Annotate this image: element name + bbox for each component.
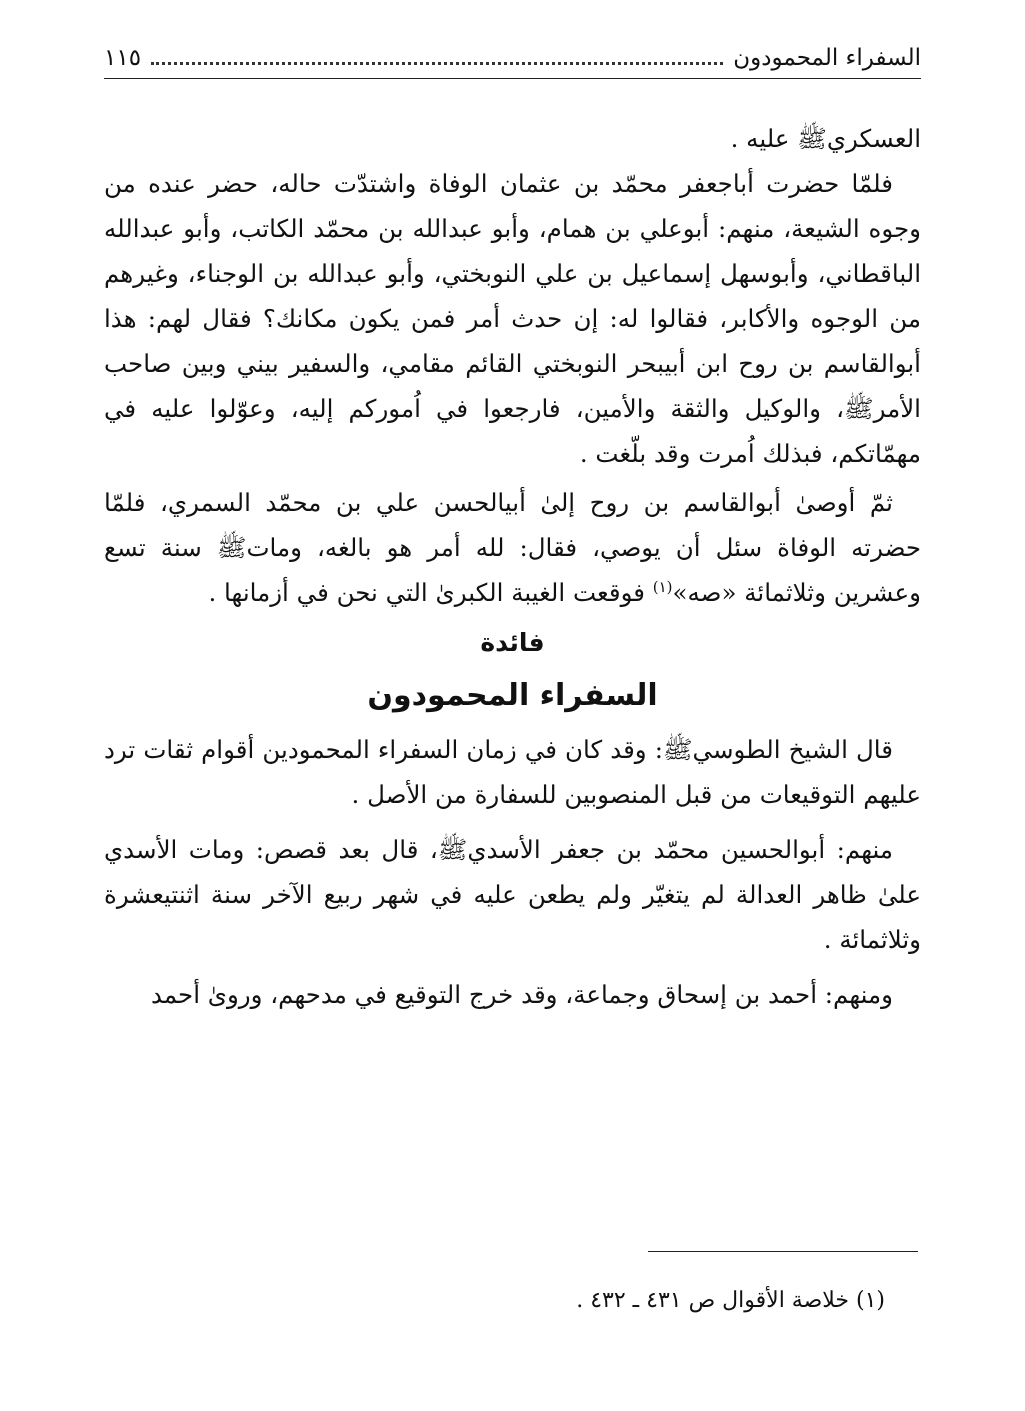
section-title: السفراء المحمودون — [367, 678, 658, 713]
page-body — [104, 116, 921, 1017]
page-number: ١١٥ — [104, 45, 142, 71]
paragraph-death-of-muhammad-ibn-uthman: فلمّا حضرت أباجعفر محمّد بن عثمان الوفاة واشتدّت حاله، حضر عنده من وجوه الشيعة، منهم: أبوعلي بن همام، وأبو عبدالله بن محمّد الكاتب، وأبو عبدالله الباقطاني، وأبوسهل إسماعيل بن علي النوبختي، وأبو عبدالله بن الوجناء، وغيرهم من الوجوه والأكابر، فقالوا له: إن حدث أمر فمن يكون مكانك؟ فقال لهم: هذا أبوالقاسم بن روح ابن أبيبحر النوبختي القائم مقامي، والسفير بيني وبين صاحب الأمرﷺ، والوكيل والثقة والأمين، فارجعوا في اُموركم إليه، وعوّلوا عليه في مهمّاتكم، فبذلك اُمرت وقد بلّغت . — [104, 169, 921, 468]
paragraph-ahmad-ibn-ishaq: ومنهم: أحمد بن إسحاق وجماعة، وقد خرج التوقيع في مدحهم، وروىٰ أحمد — [151, 980, 893, 1009]
paragraph-tusi-quote: قال الشيخ الطوسيﷺ: وقد كان في زمان السفراء المحمودين أقوام ثقات ترد عليهم التوقيعات من قبل المنصوبين للسفارة من الأصل . — [104, 735, 921, 809]
footnote-separator — [648, 1251, 918, 1252]
paragraph-continuation: العسكريﷺ عليه . — [730, 124, 921, 153]
paragraph-will-tail: فوقعت الغيبة الكبرىٰ التي نحن في أزمانها . — [208, 578, 645, 607]
footnote: (١) خلاصة الأقوال ص ٤٣١ ـ ٤٣٢ . — [576, 1288, 885, 1313]
leader-dots — [151, 62, 723, 65]
paragraph-will-text: ثمّ أوصىٰ أبوالقاسم بن روح إلىٰ أبيالحسن علي بن محمّد السمري، فلمّا حضرته الوفاة سئل أن يوصي، فقال: لله أمر هو بالغه، وماتﷺ سنة تسع وعشرين وثلاثمائة «صه» — [104, 488, 921, 607]
paragraph-will-of-ibn-rawh — [104, 480, 921, 615]
footnote-marker: (١) — [652, 577, 673, 596]
running-header — [104, 38, 921, 79]
running-title: السفراء المحمودون — [733, 45, 921, 71]
paragraph-asadi: منهم: أبوالحسين محمّد بن جعفر الأسديﷺ، قال بعد قصص: ومات الأسدي علىٰ ظاهر العدالة لم يتغيّر ولم يطعن عليه في شهر ربيع الآخر سنة اثنتيعشرة وثلاثمائة . — [104, 835, 921, 954]
section-label: فائدة — [480, 628, 545, 657]
